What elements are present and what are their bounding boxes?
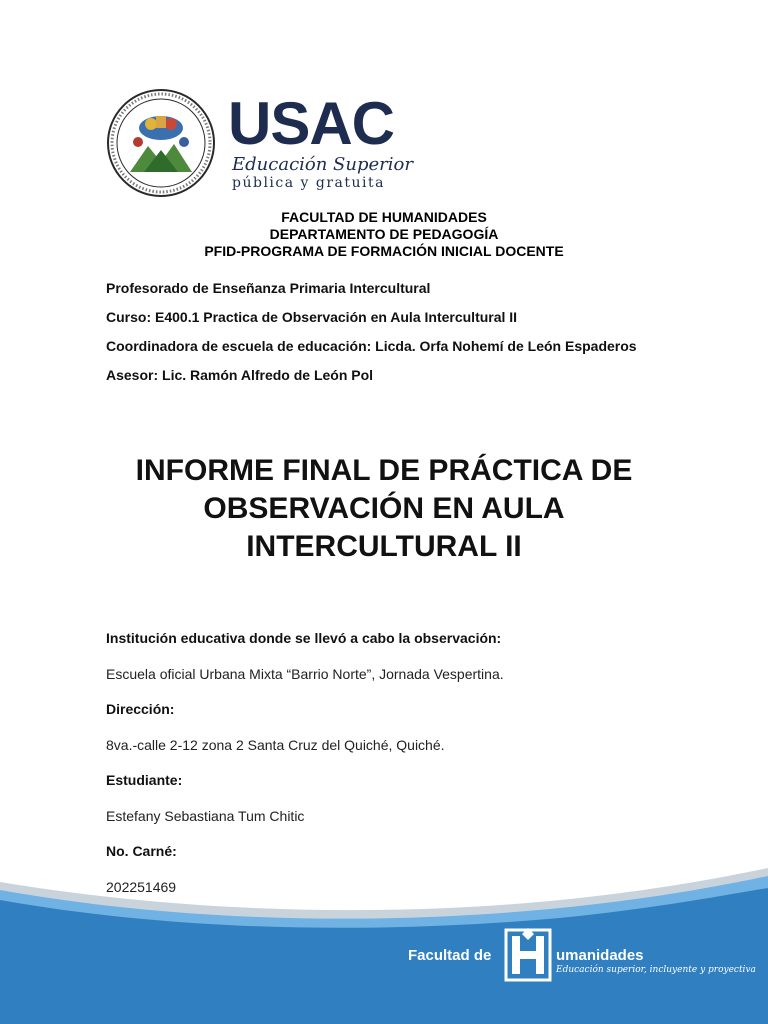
- document-title: [84, 452, 684, 566]
- humanities-h-emblem-icon: [504, 928, 552, 982]
- course-line: Curso: E400.1 Practica de Observación en Aula Intercultural II: [106, 309, 518, 325]
- program-name: PFID-PROGRAMA DE FORMACIÓN INICIAL DOCENTE: [204, 243, 564, 259]
- usac-tagline-secondary: pública y gratuita: [232, 175, 385, 191]
- program-line: Profesorado de Enseñanza Primaria Intercultural: [106, 280, 431, 296]
- institution-label: Institución educativa donde se llevó a cabo la observación:: [106, 630, 502, 646]
- advisor-line: Asesor: Lic. Ramón Alfredo de León Pol: [106, 367, 374, 383]
- footer-slogan: Educación superior, incluyente y proyectiva: [556, 965, 756, 975]
- footer-logo-text-right: umanidades: [556, 947, 644, 964]
- faculty-heading: [0, 209, 768, 260]
- coordinator-line: Coordinadora de escuela de educación: Licda. Orfa Nohemí de León Espaderos: [106, 338, 637, 354]
- title-line-3: INTERCULTURAL II: [246, 530, 522, 563]
- address-label: Dirección:: [106, 701, 175, 717]
- usac-wordmark: USAC: [228, 90, 395, 157]
- carne-value: 202251469: [106, 878, 177, 895]
- footer-logo-text-left: Facultad de: [408, 947, 492, 964]
- address-value: 8va.-calle 2-12 zona 2 Santa Cruz del Quiché, Quiché.: [106, 736, 445, 753]
- student-label: Estudiante:: [106, 772, 183, 788]
- student-value: Estefany Sebastiana Tum Chitic: [106, 807, 305, 824]
- usac-logo: [104, 88, 424, 198]
- title-line-2: OBSERVACIÓN EN AULA: [203, 492, 565, 525]
- title-line-1: INFORME FINAL DE PRÁCTICA DE: [135, 454, 633, 487]
- usac-tagline-primary: Educación Superior: [232, 154, 413, 175]
- humanities-footer-logo: [408, 926, 756, 986]
- department-name: DEPARTAMENTO DE PEDAGOGÍA: [269, 226, 499, 242]
- program-info: [106, 280, 726, 396]
- faculty-name: FACULTAD DE HUMANIDADES: [281, 209, 487, 225]
- institution-value: Escuela oficial Urbana Mixta “Barrio Norte”, Jornada Vespertina.: [106, 665, 504, 682]
- university-seal-icon: [104, 88, 224, 198]
- carne-label: No. Carné:: [106, 843, 177, 859]
